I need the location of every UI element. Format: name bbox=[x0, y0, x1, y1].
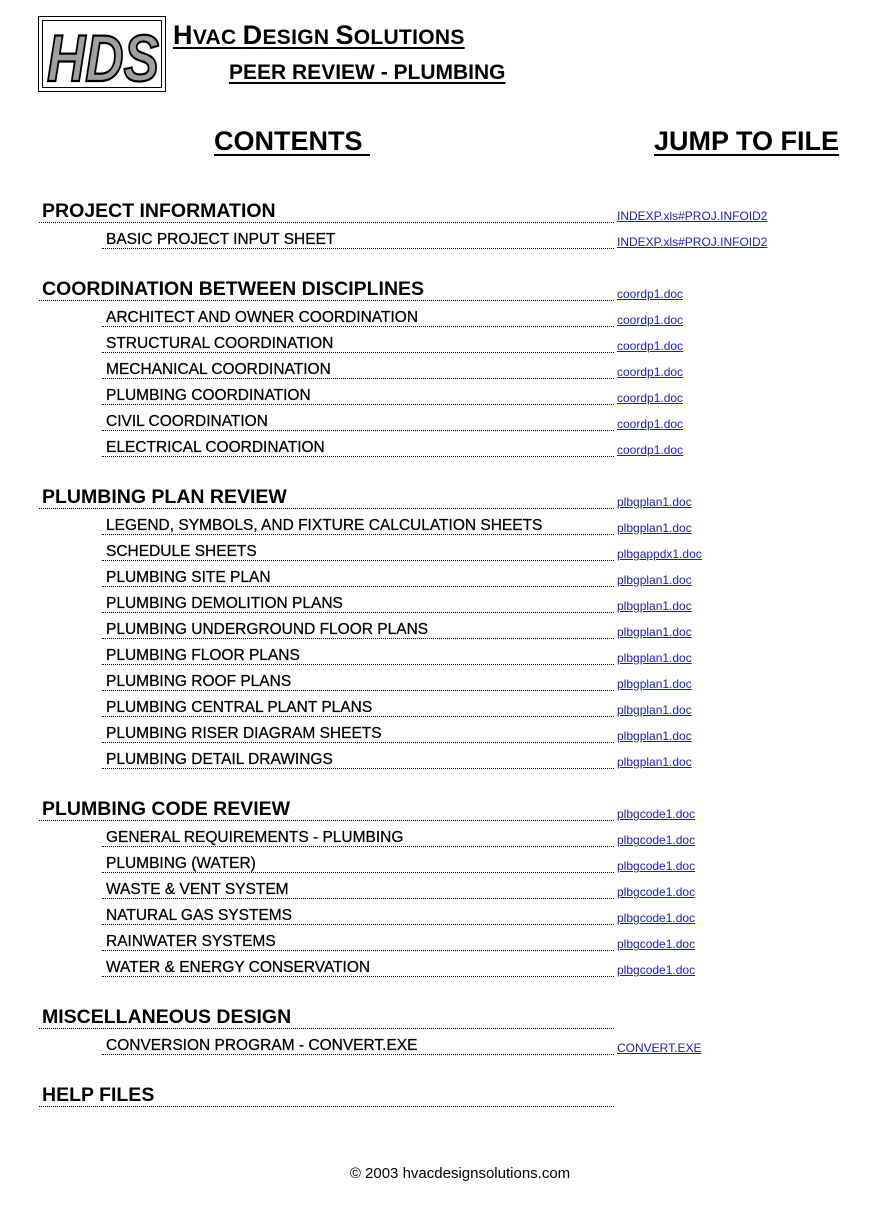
contents-item-label: PLUMBING UNDERGROUND FLOOR PLANS bbox=[106, 620, 429, 638]
item-file-link[interactable]: plbgplan1.doc bbox=[617, 677, 692, 691]
item-file-link[interactable]: plbgplan1.doc bbox=[617, 651, 692, 665]
contents-item-label: PLUMBING (WATER) bbox=[106, 854, 256, 872]
contents-item-label: CONVERSION PROGRAM - CONVERT.EXE bbox=[106, 1036, 418, 1054]
company-name bbox=[173, 22, 465, 49]
section-file-link[interactable]: plbgcode1.doc bbox=[617, 807, 696, 821]
contents-item-row bbox=[0, 951, 882, 977]
company-name-part: H bbox=[173, 20, 193, 50]
section-title: PLUMBING CODE REVIEW bbox=[42, 797, 291, 820]
dotted-leader bbox=[102, 768, 614, 769]
contents-item-label: NATURAL GAS SYSTEMS bbox=[106, 906, 293, 924]
section-title: HELP FILES bbox=[42, 1083, 155, 1106]
item-file-link[interactable]: plbgcode1.doc bbox=[617, 911, 696, 925]
contents-item-row bbox=[0, 431, 882, 457]
contents-item-label: PLUMBING SITE PLAN bbox=[106, 568, 271, 586]
contents-item-label: PLUMBING RISER DIAGRAM SHEETS bbox=[106, 724, 382, 742]
contents-item-row bbox=[0, 1029, 882, 1055]
dotted-leader bbox=[102, 1054, 614, 1055]
contents-item-row bbox=[0, 353, 882, 379]
dotted-leader bbox=[102, 976, 614, 977]
contents-item-row bbox=[0, 873, 882, 899]
contents-item-row bbox=[0, 821, 882, 847]
contents-item-label: WASTE & VENT SYSTEM bbox=[106, 880, 289, 898]
section-title: COORDINATION BETWEEN DISCIPLINES bbox=[42, 277, 425, 300]
dotted-leader bbox=[39, 1106, 614, 1107]
contents-item-label: LEGEND, SYMBOLS, AND FIXTURE CALCULATION SHEETS bbox=[106, 516, 543, 534]
item-file-link[interactable]: plbgplan1.doc bbox=[617, 703, 692, 717]
contents-item-label: GENERAL REQUIREMENTS - PLUMBING bbox=[106, 828, 404, 846]
contents-item-row bbox=[0, 847, 882, 873]
contents-heading: CONTENTS bbox=[214, 126, 371, 156]
dotted-leader bbox=[102, 456, 614, 457]
item-file-link[interactable]: plbgplan1.doc bbox=[617, 573, 692, 587]
item-file-link[interactable]: INDEXP.xls#PROJ.INFOID2 bbox=[617, 235, 768, 249]
contents-item-row bbox=[0, 691, 882, 717]
contents-item-label: CIVIL COORDINATION bbox=[106, 412, 268, 430]
contents-item-label: ARCHITECT AND OWNER COORDINATION bbox=[106, 308, 419, 326]
contents-item-label: PLUMBING DETAIL DRAWINGS bbox=[106, 750, 333, 768]
item-file-link[interactable]: plbgappdx1.doc bbox=[617, 547, 702, 561]
section-file-link[interactable]: INDEXP.xls#PROJ.INFOID2 bbox=[617, 209, 768, 223]
section-row bbox=[0, 1081, 882, 1107]
section-row bbox=[0, 275, 882, 301]
section-row bbox=[0, 1003, 882, 1029]
jump-to-file-heading: JUMP TO FILE bbox=[654, 126, 840, 156]
company-name-part: S bbox=[335, 20, 354, 50]
contents-item-row bbox=[0, 327, 882, 353]
contents-item-row bbox=[0, 717, 882, 743]
contents-item-row bbox=[0, 899, 882, 925]
section-row bbox=[0, 795, 882, 821]
section-title: MISCELLANEOUS DESIGN bbox=[42, 1005, 292, 1028]
contents-item-row bbox=[0, 665, 882, 691]
section-row bbox=[0, 197, 882, 223]
contents-item-label: STRUCTURAL COORDINATION bbox=[106, 334, 334, 352]
item-file-link[interactable]: plbgplan1.doc bbox=[617, 729, 692, 743]
item-file-link[interactable]: coordp1.doc bbox=[617, 391, 684, 405]
section-file-link[interactable]: plbgplan1.doc bbox=[617, 495, 692, 509]
logo-text: HDS bbox=[47, 21, 159, 93]
item-file-link[interactable]: plbgcode1.doc bbox=[617, 963, 696, 977]
contents-item-label: PLUMBING COORDINATION bbox=[106, 386, 311, 404]
item-file-link[interactable]: plbgplan1.doc bbox=[617, 625, 692, 639]
item-file-link[interactable]: plbgcode1.doc bbox=[617, 885, 696, 899]
contents-item-row bbox=[0, 613, 882, 639]
item-file-link[interactable]: CONVERT.EXE bbox=[617, 1041, 702, 1055]
contents-item-label: BASIC PROJECT INPUT SHEET bbox=[106, 230, 336, 248]
item-file-link[interactable]: coordp1.doc bbox=[617, 339, 684, 353]
item-file-link[interactable]: coordp1.doc bbox=[617, 365, 684, 379]
company-name-part: D bbox=[242, 20, 263, 50]
contents-item-row bbox=[0, 743, 882, 769]
contents-item-row bbox=[0, 925, 882, 951]
company-name-part: VAC bbox=[192, 26, 243, 49]
contents-item-row bbox=[0, 223, 882, 249]
item-file-link[interactable]: plbgcode1.doc bbox=[617, 859, 696, 873]
item-file-link[interactable]: coordp1.doc bbox=[617, 443, 684, 457]
hds-logo-icon bbox=[39, 17, 167, 93]
contents-item-label: SCHEDULE SHEETS bbox=[106, 542, 257, 560]
item-file-link[interactable]: coordp1.doc bbox=[617, 313, 684, 327]
contents-item-row bbox=[0, 301, 882, 327]
contents-item-label: PLUMBING ROOF PLANS bbox=[106, 672, 292, 690]
contents-item-row bbox=[0, 639, 882, 665]
item-file-link[interactable]: plbgcode1.doc bbox=[617, 937, 696, 951]
company-name-part: OLUTIONS bbox=[353, 26, 465, 49]
contents-item-row bbox=[0, 535, 882, 561]
copyright-footer: © 2003 hvacdesignsolutions.com bbox=[349, 1165, 571, 1182]
section-file-link[interactable]: coordp1.doc bbox=[617, 287, 684, 301]
item-file-link[interactable]: coordp1.doc bbox=[617, 417, 684, 431]
contents-item-row bbox=[0, 509, 882, 535]
item-file-link[interactable]: plbgcode1.doc bbox=[617, 833, 696, 847]
contents-item-label: PLUMBING FLOOR PLANS bbox=[106, 646, 300, 664]
item-file-link[interactable]: plbgplan1.doc bbox=[617, 521, 692, 535]
contents-item-row bbox=[0, 587, 882, 613]
document-subtitle: PEER REVIEW - PLUMBING bbox=[229, 61, 506, 84]
contents-item-label: MECHANICAL COORDINATION bbox=[106, 360, 331, 378]
contents-item-label: WATER & ENERGY CONSERVATION bbox=[106, 958, 371, 976]
section-title: PLUMBING PLAN REVIEW bbox=[42, 485, 287, 508]
contents-item-label: RAINWATER SYSTEMS bbox=[106, 932, 276, 950]
item-file-link[interactable]: plbgplan1.doc bbox=[617, 755, 692, 769]
company-name-part: ESIGN bbox=[262, 26, 336, 49]
contents-item-label: ELECTRICAL COORDINATION bbox=[106, 438, 325, 456]
contents-item-label: PLUMBING CENTRAL PLANT PLANS bbox=[106, 698, 373, 716]
contents-item-row bbox=[0, 379, 882, 405]
company-logo bbox=[38, 16, 166, 92]
contents-item-row bbox=[0, 561, 882, 587]
section-row bbox=[0, 483, 882, 509]
dotted-leader bbox=[102, 248, 614, 249]
contents-item-row bbox=[0, 405, 882, 431]
contents-item-label: PLUMBING DEMOLITION PLANS bbox=[106, 594, 343, 612]
item-file-link[interactable]: plbgplan1.doc bbox=[617, 599, 692, 613]
section-title: PROJECT INFORMATION bbox=[42, 199, 276, 222]
